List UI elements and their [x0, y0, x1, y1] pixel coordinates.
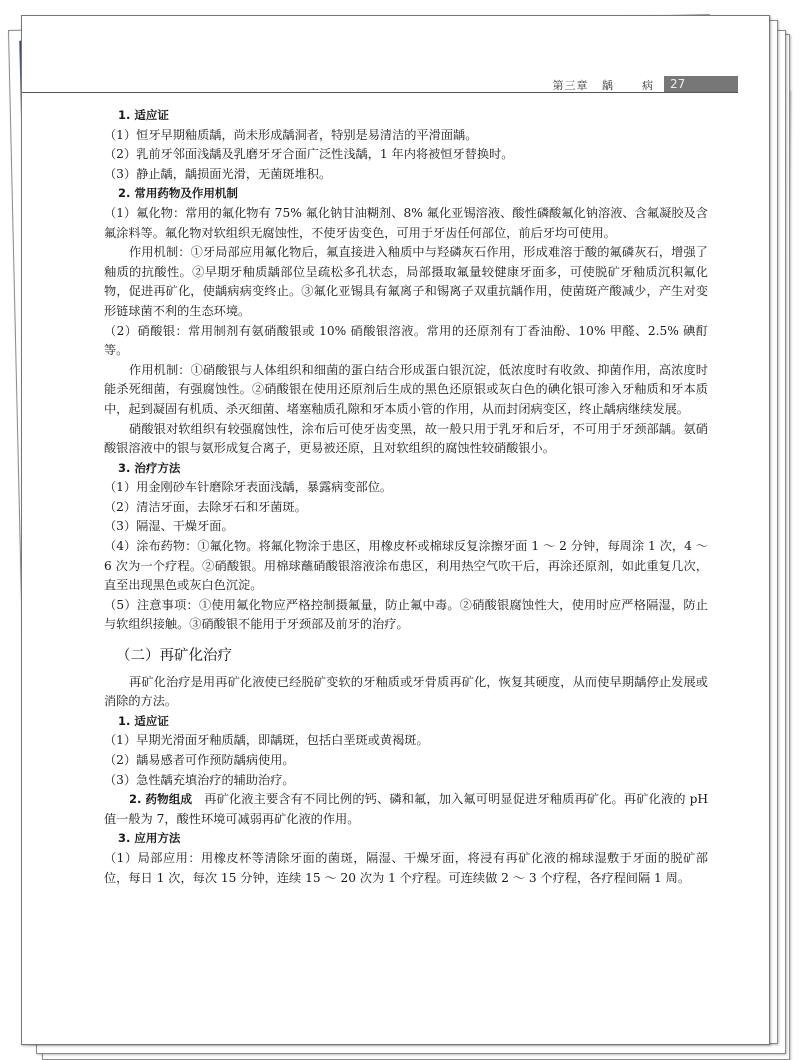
- paragraph: 再矿化治疗是用再矿化液使已经脱矿变软的牙釉质或牙骨质再矿化，恢复其硬度，从而使早期龋停止发展或消除的方法。: [104, 674, 708, 709]
- paragraph: （2）硝酸银：常用制剂有氨硝酸银或 10% 硝酸银溶液。常用的还原剂有丁香油酚、10% 甲醛、2.5% 碘酊等。: [104, 323, 708, 358]
- book-page: [21, 15, 770, 1045]
- page-body: [104, 106, 708, 888]
- list-item: （1）局部应用：用橡皮杯等清除牙面的菌斑，隔湿、干燥牙面，将浸有再矿化液的棉球湿敷于牙面的脱矿部位，每日 1 次，每次 15 分钟，连续 15 ～ 20 次为 1 个疗程。可连续做 2 ～ 3 个疗程，各疗程间隔 1 周。: [104, 850, 708, 885]
- list-item: （2）清洁牙面，去除牙石和牙菌斑。: [104, 499, 307, 514]
- subheading: 1. 适应证: [118, 108, 169, 122]
- chapter-title: [553, 77, 655, 93]
- subheading: 3. 应用方法: [118, 831, 181, 846]
- paragraph: 作用机制：①硝酸银与人体组织和细菌的蛋白结合形成蛋白银沉淀，低浓度时有收敛、抑菌作用，高浓度时能杀死细菌，有强腐蚀性。②硝酸银在使用还原剂后生成的黑色还原银或灰白色的碘化银可渗入牙釉质和牙本质中，起到凝固有机质、杀灭细菌、堵塞釉质孔隙和牙本质小管的作用，从而封闭病变区，终止龋病继续发展。: [104, 362, 708, 416]
- list-item: （2）龋易感者可作预防龋病使用。: [104, 753, 295, 767]
- chapter-label: 第三章: [552, 79, 589, 92]
- paragraph: （1）氟化物：常用的氟化物有 75% 氟化钠甘油糊剂、8% 氟化亚锡溶液、酸性磷酸氟化钠溶液、含氟凝胶及含氟涂料等。氟化物对软组织无腐蚀性，不使牙齿变色，可用于牙齿任何部位，前后牙均可使用。: [104, 205, 708, 240]
- subheading: 1. 适应证: [118, 713, 169, 728]
- list-item: （5）注意事项：①使用氟化物应严格控制摄氟量，防止氟中毒。②硝酸银腐蚀性大，使用时应严格隔湿，防止与软组织接触。③硝酸银不能用于牙颈部及前牙的治疗。: [104, 597, 708, 632]
- subheading: 3. 治疗方法: [118, 460, 181, 475]
- inline-heading: 2. 药物组成: [129, 792, 193, 807]
- list-item: （1）早期光滑面牙釉质龋，即龋斑，包括白垩斑或黄褐斑。: [104, 733, 429, 748]
- section-title: （二）再矿化治疗: [116, 648, 232, 665]
- subheading: 2. 常用药物及作用机制: [118, 186, 238, 201]
- paragraph: 硝酸银对软组织有较强腐蚀性，涂布后可使牙齿变黑，故一般只用于乳牙和后牙，不可用于牙颈部龋。氨硝酸银溶液中的银与氨形成复合离子，更易被还原，且对软组织的腐蚀性较硝酸银小。: [104, 421, 708, 456]
- list-item: （3）隔湿、干燥牙面。: [104, 519, 234, 534]
- list-item: （3）静止龋，龋损面光滑，无菌斑堆积。: [104, 166, 332, 181]
- running-header: [22, 78, 738, 93]
- list-item: （1）恒牙早期釉质龋，尚未形成龋洞者，特别是易清洁的平滑面龋。: [104, 127, 478, 142]
- list-item: （4）涂布药物：①氟化物。将氟化物涂于患区，用橡皮杯或棉球反复涂擦牙面 1 ～ 2 分钟，每周涂 1 次，4 ～ 6 次为一个疗程。②硝酸银。用棉球蘸硝酸银溶液涂布患区，利用热空气吹干后，再涂还原剂，如此重复几次，直至出现黑色或灰白色沉淀。: [104, 539, 708, 593]
- page-number: 27: [664, 76, 738, 92]
- list-item: （3）急性龋充填治疗的辅助治疗。: [104, 772, 295, 787]
- paragraph: 作用机制：①牙局部应用氟化物后，氟直接进入釉质中与羟磷灰石作用，形成难溶于酸的氟磷灰石，增强了釉质的抗酸性。②早期牙釉质龋部位呈疏松多孔状态，局部摄取氟量较健康牙面多，可使脱矿牙釉质沉积氟化物，促进再矿化，使龋病病变终止。③氟化亚锡具有氟离子和锡离子双重抗龋作用，使菌斑产酸减少，产生对变形链球菌不利的生态环境。: [104, 245, 708, 318]
- chapter-title-part: 龋: [602, 79, 614, 92]
- list-item: （1）用金刚砂车针磨除牙表面浅龋，暴露病变部位。: [104, 480, 393, 495]
- paragraph-text: 再矿化液主要含有不同比例的钙、磷和氟，加入氟可明显促进牙釉质再矿化。再矿化液的 pH 值一般为 7，酸性环境可减弱再矿化液的作用。: [104, 792, 709, 826]
- paragraph: [104, 790, 708, 829]
- list-item: （2）乳前牙邻面浅龋及乳磨牙牙合面广泛性浅龋，1 年内将被恒牙替换时。: [104, 147, 514, 162]
- chapter-title-part: 病: [642, 79, 654, 92]
